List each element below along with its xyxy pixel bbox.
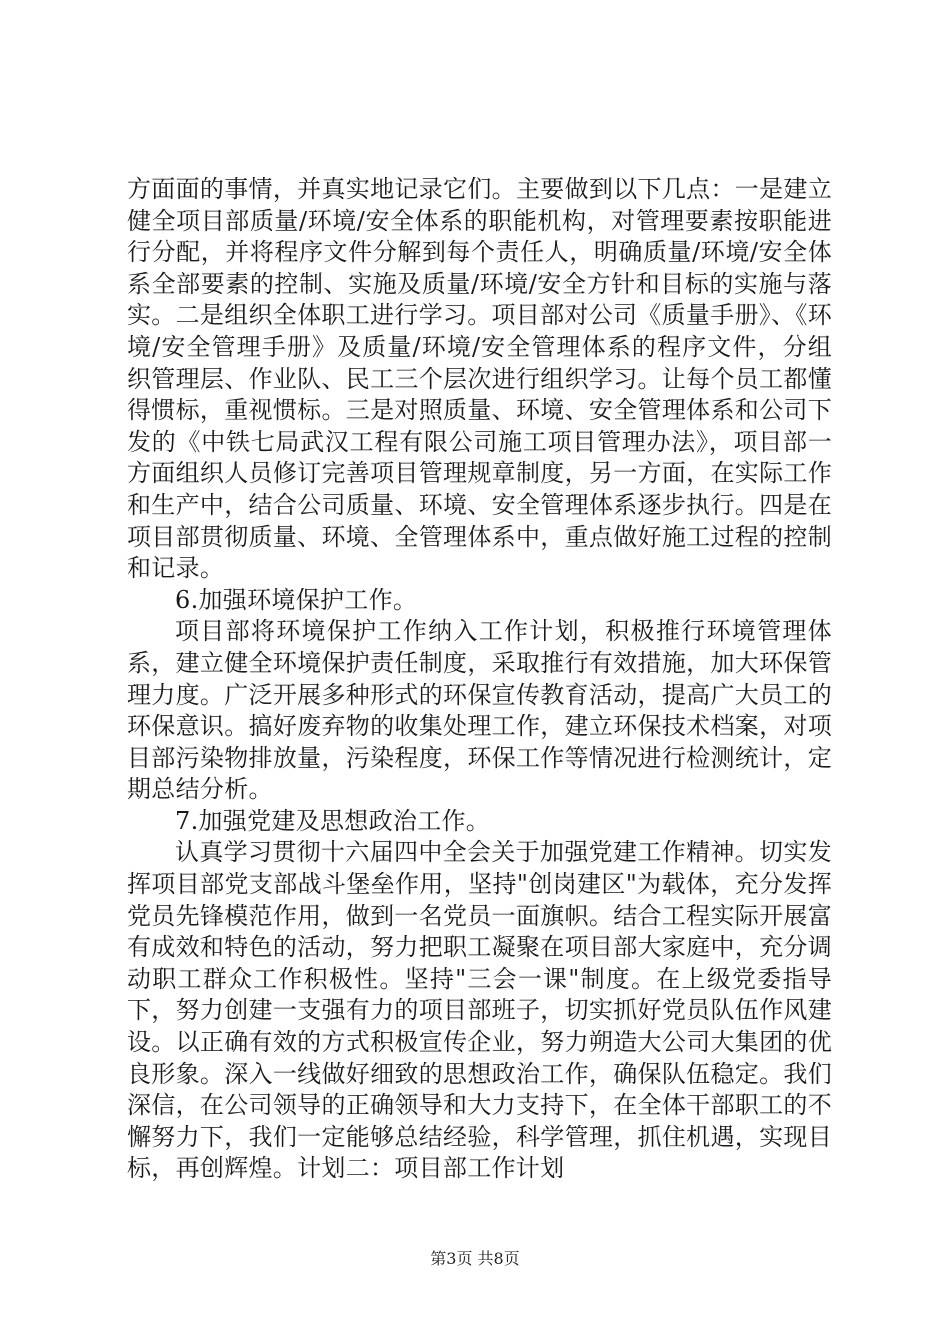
paragraph-environment: 项目部将环境保护工作纳入工作计划，积极推行环境管理体系，建立健全环境保护责任制度，采取推行有效措施，加大环保管理力度。广泛开展多种形式的环保宣传教育活动，提高广大员工的环保意识。搞好废弃物的收集处理工作，建立环保技术档案，对项目部污染物排放量，污染程度，环保工作等情况进行检测统计，定期总结分析。: [127, 617, 832, 804]
paragraph-continuation: 方面面的事情，并真实地记录它们。主要做到以下几点：一是建立健全项目部质量/环境/安全体系的职能机构，对管理要素按职能进行分配，并将程序文件分解到每个责任人，明确质量/环境/安全体系全部要素的控制、实施及质量/环境/安全方针和目标的实施与落实。二是组织全体职工进行学习。项目部对公司《质量手册》、《环境/安全管理手册》及质量/环境/安全管理体系的程序文件，分组织管理层、作业队、民工三个层次进行组织学习。让每个员工都懂得惯标，重视惯标。三是对照质量、环境、安全管理体系和公司下发的《中铁七局武汉工程有限公司施工项目管理办法》，项目部一方面组织人员修订完善项目管理规章制度，另一方面，在实际工作和生产中，结合公司质量、环境、安全管理体系逐步执行。四是在项目部贯彻质量、环境、全管理体系中，重点做好施工过程的控制和记录。: [127, 175, 832, 583]
page-footer: 第3页 共8页: [430, 1249, 520, 1268]
section-heading-6: 6.加强环境保护工作。: [175, 585, 418, 614]
document-body: [127, 174, 832, 1185]
section-heading-7: 7.加强党建及思想政治工作。: [175, 806, 491, 835]
paragraph-party-building: 认真学习贯彻十六届四中全会关于加强党建工作精神。切实发挥项目部党支部战斗堡垒作用，坚持"创岗建区"为载体，充分发挥党员先锋模范作用，做到一名党员一面旗帜。结合工程实际开展富有成效和特色的活动，努力把职工凝聚在项目部大家庭中，充分调动职工群众工作积极性。坚持"三会一课"制度。在上级党委指导下，努力创建一支强有力的项目部班子，切实抓好党员队伍作风建设。以正确有效的方式积极宣传企业，努力朔造大公司大集团的优良形象。深入一线做好细致的思想政治工作，确保队伍稳定。我们深信，在公司领导的正确领导和大力支持下，在全体干部职工的不懈努力下，我们一定能够总结经验，科学管理，抓住机遇，实现目标，再创辉煌。计划二：项目部工作计划: [127, 838, 832, 1183]
